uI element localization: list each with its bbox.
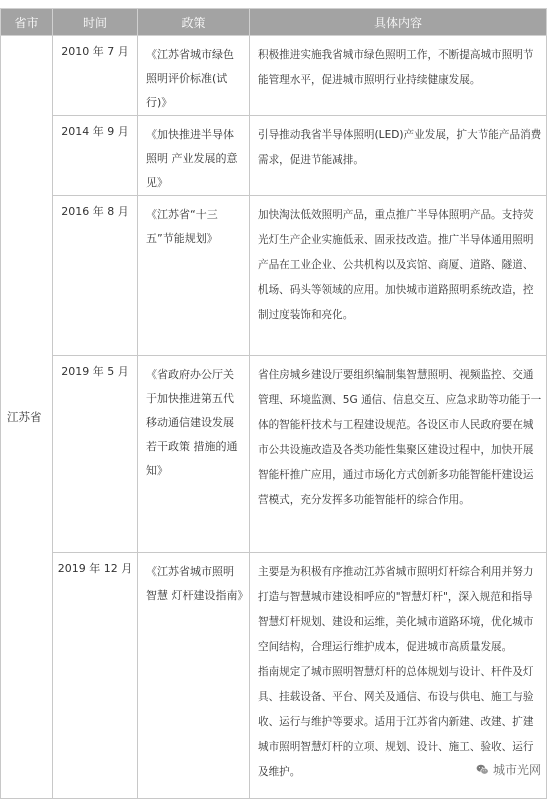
header-content: 具体内容 [250,9,547,36]
table-header-row [1,9,547,36]
policy-cell: 《江苏省城市照明智慧 灯杆建设指南》 [138,553,250,799]
policy-cell: 《江苏省“十三五”节能规划》 [138,196,250,356]
time-cell: 2014 年 9 月 [53,116,138,196]
content-cell: 积极推进实施我省城市绿色照明工作，不断提高城市照明节能管理水平，促进城市照明行业持续健康发展。 [250,36,547,116]
header-province: 省市 [1,9,53,36]
policy-cell: 《加快推进半导体照明 产业发展的意见》 [138,116,250,196]
header-policy: 政策 [138,9,250,36]
time-cell: 2019 年 5 月 [53,356,138,553]
time-cell: 2019 年 12 月 [53,553,138,799]
watermark [473,760,544,779]
table-row [1,196,547,356]
header-time: 时间 [53,9,138,36]
time-cell: 2010 年 7 月 [53,36,138,116]
content-cell: 引导推动我省半导体照明(LED)产业发展，扩大节能产品消费需求，促进节能减排。 [250,116,547,196]
policy-table [0,8,547,799]
policy-cell: 《省政府办公厅关于加快推进第五代移动通信建设发展若干政策 措施的通知》 [138,356,250,553]
content-paragraph: 主要是为积极有序推动江苏省城市照明灯杆综合利用并努力打造与智慧城市建设相呼应的"智慧灯杆"，深入规范和指导智慧灯杆规划、建设和运维，美化城市道路环境，优化城市空间结构，合理运行维护成本，促进城市高质量发展。 [258,566,534,653]
province-cell: 江苏省 [1,36,53,799]
watermark-text: 城市光网 [492,763,541,777]
policy-cell: 《江苏省城市绿色照明评价标准(试行)》 [138,36,250,116]
table-row [1,116,547,196]
content-cell: 加快淘汰低效照明产品，重点推广半导体照明产品。支持荧光灯生产企业实施低汞、固汞技改造。推广半导体通用照明产品在工业企业、公共机构以及宾馆、商厦、道路、隧道、机场、码头等领域的应用。加快城市道路照明系统改造，控制过度装饰和亮化。 [250,196,547,356]
time-cell: 2016 年 8 月 [53,196,138,356]
table-row [1,36,547,116]
content-cell: 省住房城乡建设厅要组织编制集智慧照明、视频监控、交通管理、环境监测、5G 通信、信息交互、应急求助等功能于一体的智能杆技术与工程建设规范。各设区市人民政府要在城市公共设施改造及各类功能性集聚区建设过程中，加快开展智能杆推广应用，通过市场化方式创新多功能智能杆建设运营模式，充分发挥多功能智能杆的综合作用。 [250,356,547,553]
wechat-icon [476,763,489,776]
table-row [1,356,547,553]
content-paragraph: 指南规定了城市照明智慧灯杆的总体规划与设计、杆件及灯具、挂载设备、平台、网关及通信、布设与供电、施工与验收、运行与维护等要求。适用于江苏省内新建、改建、扩建城市照明智慧灯杆的立项、规划、设计、施工、验收、运行及维护。 [258,666,534,778]
table-row [1,553,547,799]
